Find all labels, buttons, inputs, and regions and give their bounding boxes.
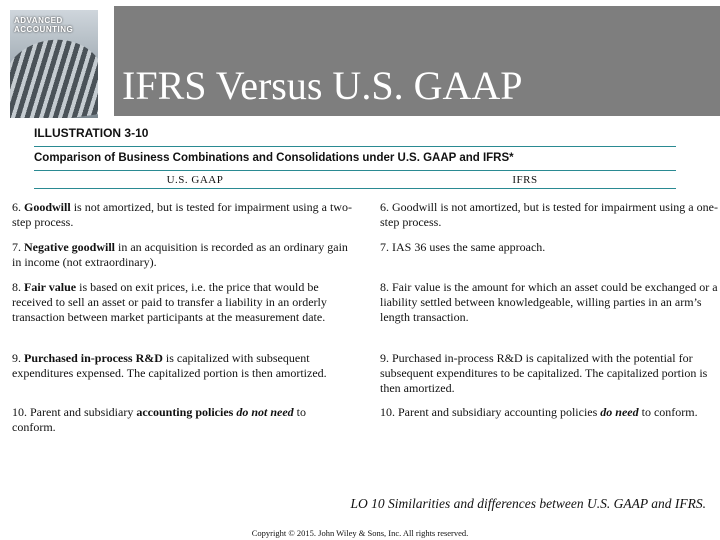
table-cell: 10. Parent and subsidiary accounting policies do need to conform. (380, 405, 698, 419)
table-cell: 10. Parent and subsidiary accounting policies do not need to conform. (12, 405, 307, 434)
bold-italic-term: do not need (236, 405, 294, 419)
table-cell: 7. IAS 36 uses the same approach. (380, 240, 546, 254)
table-cell: 8. Fair value is based on exit prices, i.e. the price that would be received to sell an asset or paid to transfer a liability in an orderly transaction between market participants at the measurement date. (12, 280, 327, 324)
bold-term: Negative goodwill (24, 240, 115, 254)
bold-italic-term: do need (600, 405, 639, 419)
table-cell: 9. Purchased in-process R&D is capitalized with the potential for subsequent expenditures to be capitalized. The capitalized portion is then amortized. (380, 351, 708, 395)
illustration-label: ILLUSTRATION 3-10 (34, 126, 149, 140)
book-cover-image (10, 10, 98, 118)
book-cover-title: ADVANCED ACCOUNTING (14, 16, 74, 34)
table-cell: 9. Purchased in-process R&D is capitalized with subsequent expenditures expensed. The capitalized portion is then amortized. (12, 351, 327, 380)
bold-term: Purchased in-process R&D (24, 351, 163, 365)
illustration-top-rule (34, 146, 676, 147)
table-cell: 8. Fair value is the amount for which an asset could be exchanged or a liability settled between knowledgeable, willing parties in an arm’s length transaction. (380, 280, 718, 324)
learning-objective-caption: LO 10 Similarities and differences between U.S. GAAP and IFRS. (350, 496, 706, 511)
table-cell: 6. Goodwill is not amortized, but is tested for impairment using a two-step process. (12, 200, 352, 229)
bold-term: accounting policies (136, 405, 237, 419)
copyright-notice: Copyright © 2015. John Wiley & Sons, Inc. All rights reserved. (251, 528, 469, 538)
slide-title: IFRS Versus U.S. GAAP (122, 63, 523, 108)
column-header-us-gaap: U.S. GAAP (166, 174, 224, 186)
table-cell: 7. Negative goodwill in an acquisition is recorded as an ordinary gain in income (not extraordinary). (12, 240, 348, 269)
table-cell: 6. Goodwill is not amortized, but is tested for impairment using a one-step process. (380, 200, 718, 229)
illustration-title: Comparison of Business Combinations and Consolidations under U.S. GAAP and IFRS* (34, 152, 514, 164)
staircase-graphic (10, 33, 98, 118)
bold-term: Goodwill (24, 200, 71, 214)
bold-term: Fair value (24, 280, 77, 294)
table-header-bottom-rule (34, 188, 676, 189)
table-header-top-rule (34, 170, 676, 171)
title-banner (114, 6, 720, 116)
column-header-ifrs: IFRS (512, 174, 538, 186)
